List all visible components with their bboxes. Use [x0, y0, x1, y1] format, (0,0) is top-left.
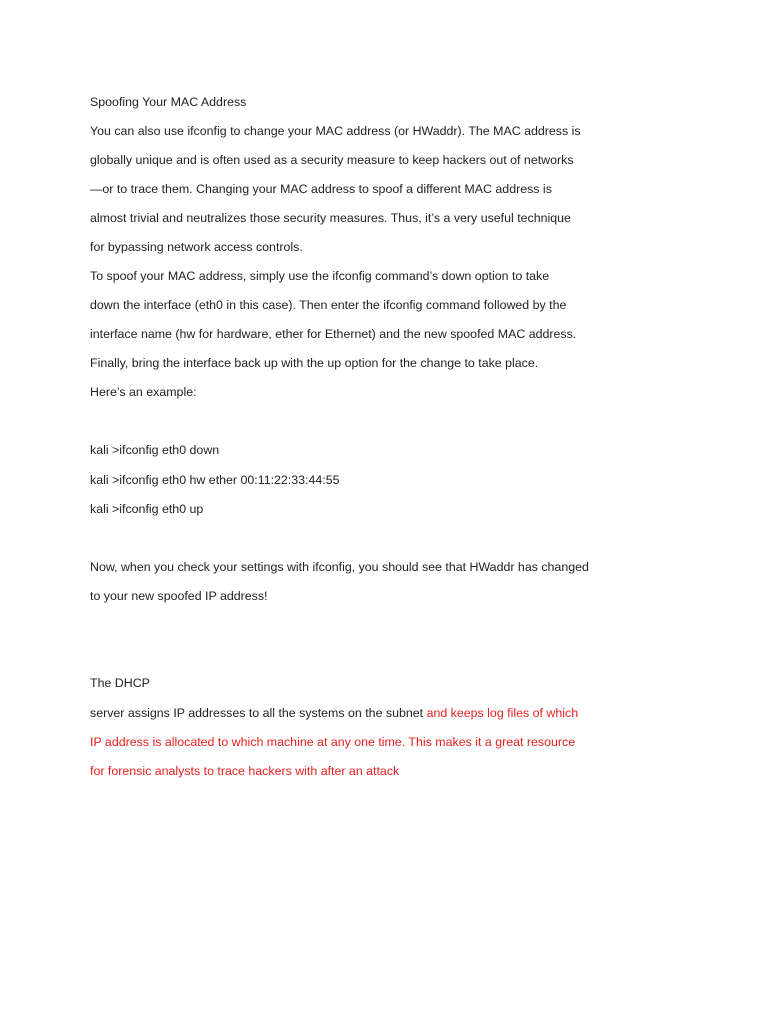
dhcp-line	[90, 705, 578, 721]
dhcp-highlighted-line: IP address is allocated to which machine at any one time. This makes it a great resource	[90, 735, 576, 749]
paragraph-line: —or to trace them. Changing your MAC address to spoof a different MAC address is	[90, 182, 552, 196]
heading-dhcp: The DHCP	[90, 676, 150, 690]
paragraph-line: globally unique and is often used as a security measure to keep hackers out of networks	[90, 153, 574, 167]
paragraph-line: almost trivial and neutralizes those security measures. Thus, it’s a very useful technique	[90, 211, 571, 225]
paragraph-line: You can also use ifconfig to change your MAC address (or HWaddr). The MAC address is	[90, 124, 581, 138]
paragraph-line: to your new spoofed IP address!	[90, 589, 268, 603]
dhcp-highlighted-text: and keeps log files of which	[426, 706, 579, 720]
command-line: kali >ifconfig eth0 hw ether 00:11:22:33:44:55	[90, 473, 340, 487]
heading-spoofing: Spoofing Your MAC Address	[90, 95, 247, 109]
paragraph-line: Here’s an example:	[90, 385, 197, 399]
paragraph-line: down the interface (eth0 in this case). Then enter the ifconfig command followed by the	[90, 298, 567, 312]
paragraph-line: To spoof your MAC address, simply use the ifconfig command’s down option to take	[90, 269, 550, 283]
command-line: kali >ifconfig eth0 down	[90, 443, 220, 457]
dhcp-plain-text: server assigns IP addresses to all the systems on the subnet	[90, 706, 427, 720]
paragraph-line: interface name (hw for hardware, ether for Ethernet) and the new spoofed MAC address.	[90, 327, 577, 341]
command-line: kali >ifconfig eth0 up	[90, 502, 204, 516]
paragraph-line: Now, when you check your settings with ifconfig, you should see that HWaddr has changed	[90, 560, 589, 574]
paragraph-line: Finally, bring the interface back up with the up option for the change to take place.	[90, 356, 539, 370]
paragraph-line: for bypassing network access controls.	[90, 240, 303, 254]
dhcp-highlighted-line: for forensic analysts to trace hackers with after an attack	[90, 764, 400, 778]
